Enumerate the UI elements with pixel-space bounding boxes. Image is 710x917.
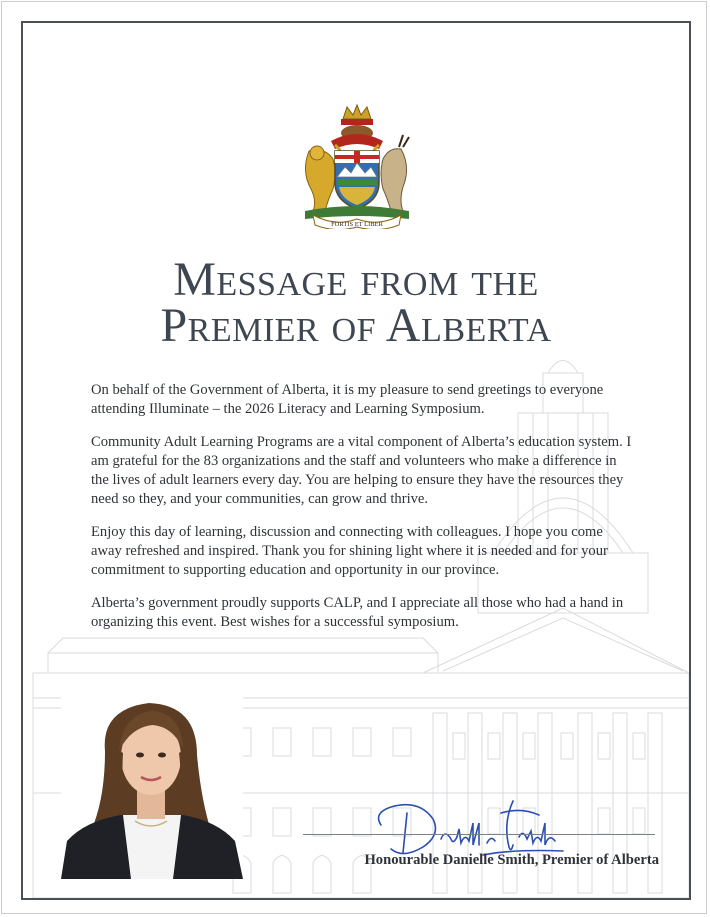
premier-portrait — [61, 691, 243, 879]
title-line-1: Message from the — [173, 253, 539, 306]
signatory-name: Honourable Danielle Smith, Premier of Alberta — [364, 852, 659, 868]
message-paragraph: Alberta’s government proudly supports CALP, and I appreciate all those who had a hand in organizing this event. Best wishes for a successful symposium. — [91, 595, 624, 630]
message-body — [91, 381, 637, 646]
letter-frame — [21, 21, 691, 900]
page-title — [23, 253, 689, 352]
message-paragraph: On behalf of the Government of Alberta, it is my pleasure to send greetings to everyone attending Illuminate – the 2026 Literacy and Learning Symposium. — [91, 382, 604, 417]
alberta-coat-of-arms-icon — [295, 101, 419, 229]
message-paragraph: Enjoy this day of learning, discussion and connecting with colleagues. I hope you come away refreshed and inspired. Thank you for shining light where it is needed and for your commitment to supporting education and opportunity in our province. — [91, 524, 608, 578]
crest-motto-text: FORTIS ET LIBER — [331, 221, 383, 228]
signature-line — [303, 834, 655, 835]
message-paragraph: Community Adult Learning Programs are a vital component of Alberta’s education system. I am grateful for the 83 organizations and the staff and volunteers who make a difference in the lives of adult learners every day. You are helping to ensure they have the resources they need so they, and your communities, can grow and thrive. — [91, 434, 632, 507]
title-line-2: Premier of Alberta — [160, 299, 552, 352]
